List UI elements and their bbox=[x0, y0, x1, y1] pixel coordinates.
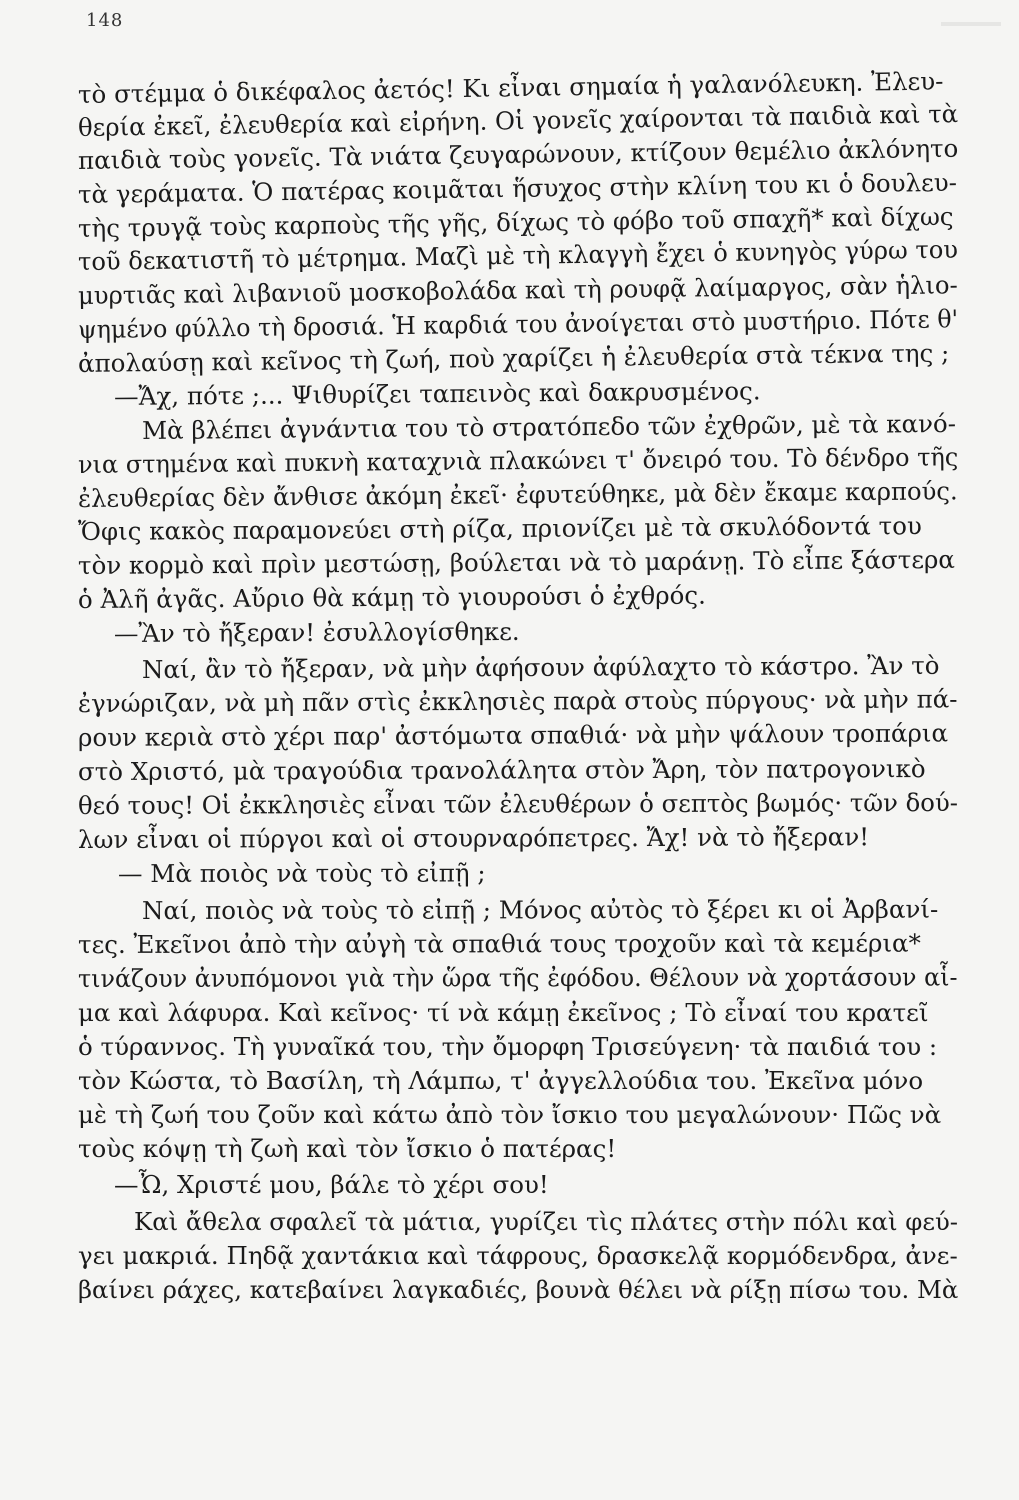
text-line-1: τὸ στέμμα ὁ δικέφαλος ἀετός! Κι εἶναι σημαία ἡ γαλανόλευκη. Ἐλευ- bbox=[77, 66, 944, 109]
text-line-7: μυρτιᾶς καὶ λιβανιοῦ μοσκοβολάδα καὶ τὴ ρουφᾷ λαίμαργος, σὰν ἡλιο- bbox=[77, 270, 958, 310]
scan-edge-shadow bbox=[941, 22, 1001, 26]
text-line-2: θερία ἐκεῖ, ἐλευθερία καὶ εἰρήνη. Οἱ γονεῖς χαίρονται τὰ παιδιὰ καὶ τὰ bbox=[77, 99, 959, 142]
text-line-19: ἐγνώριζαν, νὰ μὴ πᾶν στὶς ἐκκλησιὲς παρὰ στοὺς πύργους· νὰ μὴν πά- bbox=[77, 684, 958, 718]
text-line-21: στὸ Χριστό, μὰ τραγούδια τρανολάλητα στὸν Ἄρη, τὸν πατρογονικὸ bbox=[77, 754, 926, 786]
text-line-13: ἐλευθερίας δὲν ἄνθισε ἀκόμη ἐκεῖ· ἐφυτεύθηκε, μὰ δὲν ἔκαμε καρπούς. bbox=[77, 476, 958, 513]
text-line-36: βαίνει ράχες, κατεβαίνει λαγκαδιές, βουνὰ θέλει νὰ ρίξῃ πίσω του. Μὰ bbox=[78, 1275, 959, 1304]
text-line-28: μα καὶ λάφυρα. Καὶ κεῖνος· τί νὰ κάμῃ ἐκεῖνος ; Τὸ εἶναί του κρατεῖ bbox=[78, 998, 929, 1027]
text-line-35: γει μακριά. Πηδᾷ χαντάκια καὶ τάφρους, δρασκελᾷ κορμόδενδρα, ἀνε- bbox=[78, 1241, 958, 1270]
text-line-30: τὸν Κώστα, τὸ Βασίλη, τὴ Λάμπω, τ' ἀγγελλούδια του. Ἐκεῖνα μόνο bbox=[78, 1066, 924, 1095]
text-line-25: Ναί, ποιὸς νὰ τοὺς τὸ εἰπῇ ; Μόνος αὐτὸς τὸ ξέρει κι οἱ Ἀρβανί- bbox=[141, 894, 939, 925]
text-line-12: νια στημένα καὶ πυκνὴ καταχνιὰ πλακώνει τ' ὄνειρό του. Τὸ δένδρο τῆς bbox=[77, 442, 959, 479]
text-line-20: ρουν κεριὰ στὸ χέρι παρ' ἀστόμωτα σπαθιά· νὰ μὴν ψάλουν τροπάρια bbox=[77, 718, 949, 752]
text-line-18: Ναί, ἂν τὸ ἤξεραν, νὰ μὴν ἀφήσουν ἀφύλαχτο τὸ κάστρο. Ἂν τὸ bbox=[141, 650, 940, 684]
text-line-15: τὸν κορμὸ καὶ πρὶν μεστώσῃ, βούλεται νὰ τὸ μαράνῃ. Τὸ εἶπε ξάστερα bbox=[77, 544, 956, 580]
text-line-24: — Μὰ ποιὸς νὰ τοὺς τὸ εἰπῇ ; bbox=[117, 858, 486, 888]
text-line-31: μὲ τὴ ζωή του ζοῦν καὶ κάτω ἀπὸ τὸν ἴσκιο του μεγαλώνουν· Πῶς νὰ bbox=[78, 1100, 942, 1129]
text-line-17: —Ἂν τὸ ἤξεραν! ἐσυλλογίσθηκε. bbox=[113, 616, 520, 648]
text-line-16: ὁ Ἀλῆ ἀγᾶς. Αὔριο θὰ κάμῃ τὸ γιουρούσι ὁ ἐχθρός. bbox=[77, 580, 706, 614]
text-line-3: παιδιὰ τοὺς γονεῖς. Τὰ νιάτα ζευγαρώνουν, κτίζουν θεμέλιο ἀκλόνητο bbox=[77, 133, 959, 175]
text-line-14: Ὄφις κακὸς παραμονεύει στὴ ρίζα, πριονίζει μὲ τὰ σκυλόδοντά του bbox=[77, 511, 922, 546]
text-line-9: ἀπολαύσῃ καὶ κεῖνος τὴ ζωή, ποὺ χαρίζει ἡ ἐλευθερία στὰ τέκνα της ; bbox=[77, 338, 950, 378]
text-line-8: ψημένο φύλλο τὴ δροσιά. Ἡ καρδιά του ἀνοίγεται στὸ μυστήριο. Πότε θ' bbox=[77, 304, 959, 344]
text-line-34: Καὶ ἄθελα σφαλεῖ τὰ μάτια, γυρίζει τὶς πλάτες στὴν πόλι καὶ φεύ- bbox=[134, 1207, 958, 1236]
page-number: 148 bbox=[86, 10, 124, 31]
text-line-5: τὴς τρυγᾷ τοὺς καρποὺς τῆς γῆς, δίχως τὸ φόβο τοῦ σπαχῆ* καὶ δίχως bbox=[77, 201, 954, 243]
text-line-6: τοῦ δεκατιστῆ τὸ μέτρημα. Μαζὶ μὲ τὴ κλαγγὴ ἔχει ὁ κυνηγὸς γύρω του bbox=[77, 234, 959, 276]
text-line-4: τὰ γεράματα. Ὁ πατέρας κοιμᾶται ἥσυχος στὴν κλίνη του κι ὁ δουλευ- bbox=[77, 167, 958, 209]
text-line-23: λων εἶναι οἱ πύργοι καὶ οἱ στουρναρόπετρες. Ἄχ! νὰ τὸ ἤξεραν! bbox=[77, 822, 870, 854]
text-line-10: —Ἄχ, πότε ;... Ψιθυρίζει ταπεινὸς καὶ δακρυσμένος. bbox=[113, 376, 761, 411]
text-line-32: τοὺς κόψῃ τὴ ζωὴ καὶ τὸν ἴσκιο ὁ πατέρας! bbox=[78, 1134, 617, 1163]
text-line-27: τινάζουν ἀνυπόμονοι γιὰ τὴν ὥρα τῆς ἐφόδου. Θέλουν νὰ χορτάσουν αἷ- bbox=[77, 962, 958, 993]
text-line-11: Μὰ βλέπει ἀγνάντια του τὸ στρατόπεδο τῶν ἐχθρῶν, μὲ τὰ κανό- bbox=[141, 408, 957, 445]
text-line-29: ὁ τύραννος. Τὴ γυναῖκά του, τὴν ὄμορφη Τρισεύγενη· τὰ παιδιά του : bbox=[78, 1032, 938, 1061]
text-line-22: θεό τους! Οἱ ἐκκλησιὲς εἶναι τῶν ἐλευθέρων ὁ σεπτὸς βωμός· τῶν δού- bbox=[77, 787, 958, 820]
text-line-26: τες. Ἐκεῖνοι ἀπὸ τὴν αὐγὴ τὰ σπαθιά τους τροχοῦν καὶ τὰ κεμέρια* bbox=[77, 928, 921, 959]
text-line-33: —Ὦ, Χριστέ μου, βάλε τὸ χέρι σου! bbox=[114, 1170, 549, 1199]
